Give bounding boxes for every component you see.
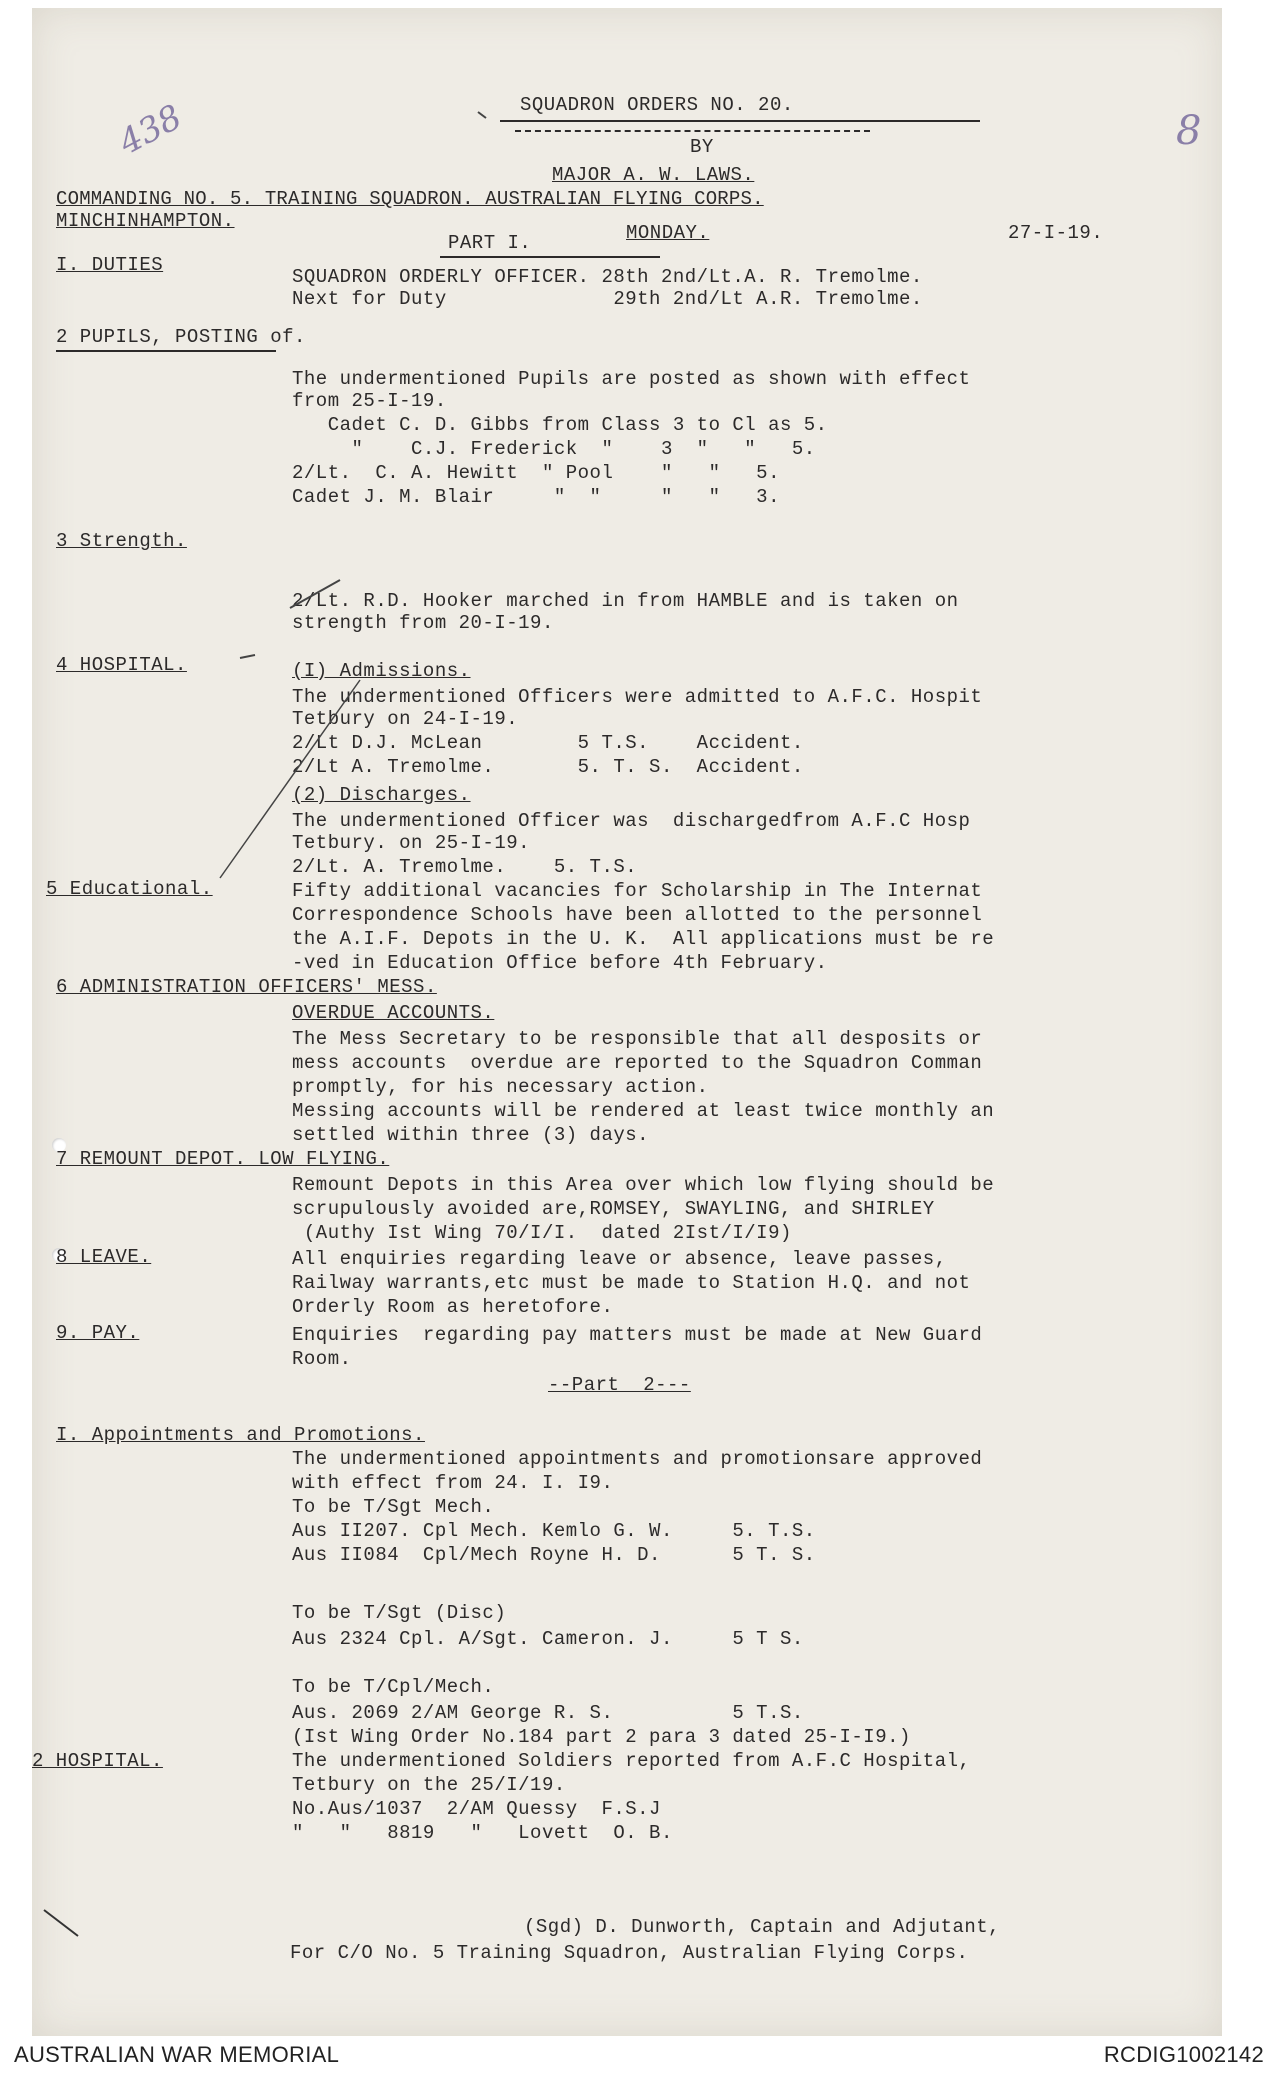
section-line: 2/Lt. A. Tremolme. 5. T.S.	[292, 856, 638, 878]
section-line: promptly, for his necessary action.	[292, 1076, 709, 1098]
section-line: Cadet J. M. Blair " " " " 3.	[292, 486, 780, 508]
section-line: -ved in Education Office before 4th February.	[292, 952, 828, 974]
section-label: 2 HOSPITAL.	[32, 1750, 163, 1772]
section-line: scrupulously avoided are,ROMSEY, SWAYLING, and SHIRLEY	[292, 1198, 935, 1220]
section-line: The undermentioned appointments and promotionsare approved	[292, 1448, 983, 1470]
section-line: (Ist Wing Order No.184 part 2 para 3 dated 25-I-I9.)	[292, 1726, 911, 1748]
section-line: settled within three (3) days.	[292, 1124, 650, 1146]
section-line: with effect from 24. I. I9.	[292, 1472, 614, 1494]
section-line: Tetbury. on 25-I-19.	[292, 832, 531, 854]
section-label: 8 LEAVE.	[56, 1246, 152, 1268]
section-line: Correspondence Schools have been allotted to the personnel	[292, 904, 983, 926]
section-line: Room.	[292, 1348, 352, 1370]
section-line: The undermentioned Officer was dischargedfrom A.F.C Hosp	[292, 810, 971, 832]
section-line: The Mess Secretary to be responsible that all desposits or	[292, 1028, 983, 1050]
section-line: (2) Discharges.	[292, 784, 471, 806]
footer-left: AUSTRALIAN WAR MEMORIAL	[14, 2042, 340, 2067]
section-subheading: OVERDUE ACCOUNTS.	[292, 1002, 495, 1024]
orders-title: SQUADRON ORDERS NO. 20.	[520, 94, 794, 116]
section-line: Orderly Room as heretofore.	[292, 1296, 614, 1318]
section-line: (Authy Ist Wing 70/I/I. dated 2Ist/I/I9)	[292, 1222, 792, 1244]
section-label: 7 REMOUNT DEPOT. LOW FLYING.	[56, 1148, 390, 1170]
section-line: No.Aus/1037 2/AM Quessy F.S.J	[292, 1798, 661, 1820]
part1-heading: PART I.	[448, 232, 532, 254]
section-label: I. DUTIES	[56, 254, 164, 276]
section-line: Aus II084 Cpl/Mech Royne H. D. 5 T. S.	[292, 1544, 816, 1566]
section-line: Railway warrants,etc must be made to Station H.Q. and not	[292, 1272, 971, 1294]
signature-line: (Sgd) D. Dunworth, Captain and Adjutant,	[524, 1916, 1001, 1938]
date-line: 27-I-19.	[1008, 222, 1104, 244]
section-line: 2/Lt. R.D. Hooker marched in from HAMBLE and is taken on	[292, 590, 959, 612]
section-line: Next for Duty 29th 2nd/Lt A.R. Tremolme.	[292, 288, 923, 310]
section-line: mess accounts overdue are reported to the Squadron Comman	[292, 1052, 983, 1074]
section-line: Tetbury on 24-I-19.	[292, 708, 519, 730]
section-label: 6 ADMINISTRATION OFFICERS' MESS.	[56, 976, 437, 998]
part2-heading: --Part 2---	[548, 1374, 691, 1396]
section-label: 5 Educational.	[46, 878, 213, 900]
section-line: " " 8819 " Lovett O. B.	[292, 1822, 673, 1844]
section-line: To be T/Cpl/Mech.	[292, 1676, 495, 1698]
section-line: Enquiries regarding pay matters must be made at New Guard	[292, 1324, 983, 1346]
section-line: the A.I.F. Depots in the U. K. All applications must be re	[292, 928, 995, 950]
section-line: To be T/Sgt (Disc)	[292, 1602, 507, 1624]
section-line: strength from 20-I-19.	[292, 612, 554, 634]
unit-line: COMMANDING NO. 5. TRAINING SQUADRON. AUSTRALIAN FLYING CORPS.	[56, 188, 764, 210]
section-line: Cadet C. D. Gibbs from Class 3 to Cl as 5.	[292, 414, 828, 436]
section-line: Aus. 2069 2/AM George R. S. 5 T.S.	[292, 1702, 804, 1724]
section-line: The undermentioned Officers were admitted to A.F.C. Hospit	[292, 686, 983, 708]
day-line: MONDAY.	[626, 222, 710, 244]
footer-right: RCDIG1002142	[1103, 2042, 1264, 2067]
section-line: Messing accounts will be rendered at least twice monthly an	[292, 1100, 995, 1122]
section-line: Tetbury on the 25/I/19.	[292, 1774, 566, 1796]
section-line: The undermentioned Pupils are posted as shown with effect	[292, 368, 971, 390]
place-line: MINCHINHAMPTON.	[56, 210, 235, 232]
section-line: All enquiries regarding leave or absence, leave passes,	[292, 1248, 947, 1270]
section-line: " C.J. Frederick " 3 " " 5.	[292, 438, 816, 460]
section-line: Remount Depots in this Area over which low flying should be	[292, 1174, 995, 1196]
section-line: To be T/Sgt Mech.	[292, 1496, 495, 1518]
section-line: SQUADRON ORDERLY OFFICER. 28th 2nd/Lt.A. R. Tremolme.	[292, 266, 923, 288]
section-label: 9. PAY.	[56, 1322, 140, 1344]
handwritten-folio-number: 438	[112, 97, 189, 163]
section-label: 4 HOSPITAL.	[56, 654, 187, 676]
section-line: Fifty additional vacancies for Scholarship in The Internat	[292, 880, 983, 902]
section-line: (I) Admissions.	[292, 660, 471, 682]
section-label: 2 PUPILS, POSTING of.	[56, 326, 306, 348]
section-label: 3 Strength.	[56, 530, 187, 552]
section-line: 2/Lt D.J. McLean 5 T.S. Accident.	[292, 732, 804, 754]
handwritten-page-number: 8	[1176, 108, 1202, 154]
section-line: 2/Lt A. Tremolme. 5. T. S. Accident.	[292, 756, 804, 778]
section-line: Aus II207. Cpl Mech. Kemlo G. W. 5. T.S.	[292, 1520, 816, 1542]
section-line: 2/Lt. C. A. Hewitt " Pool " " 5.	[292, 462, 780, 484]
commander-line: MAJOR A. W. LAWS.	[552, 164, 755, 186]
by-line: BY	[690, 136, 714, 158]
section-label: I. Appointments and Promotions.	[56, 1424, 425, 1446]
section-line: The undermentioned Soldiers reported from A.F.C Hospital,	[292, 1750, 971, 1772]
signature-line: For C/O No. 5 Training Squadron, Australian Flying Corps.	[290, 1942, 969, 1964]
section-line: Aus 2324 Cpl. A/Sgt. Cameron. J. 5 T S.	[292, 1628, 804, 1650]
section-line: from 25-I-19.	[292, 390, 447, 412]
